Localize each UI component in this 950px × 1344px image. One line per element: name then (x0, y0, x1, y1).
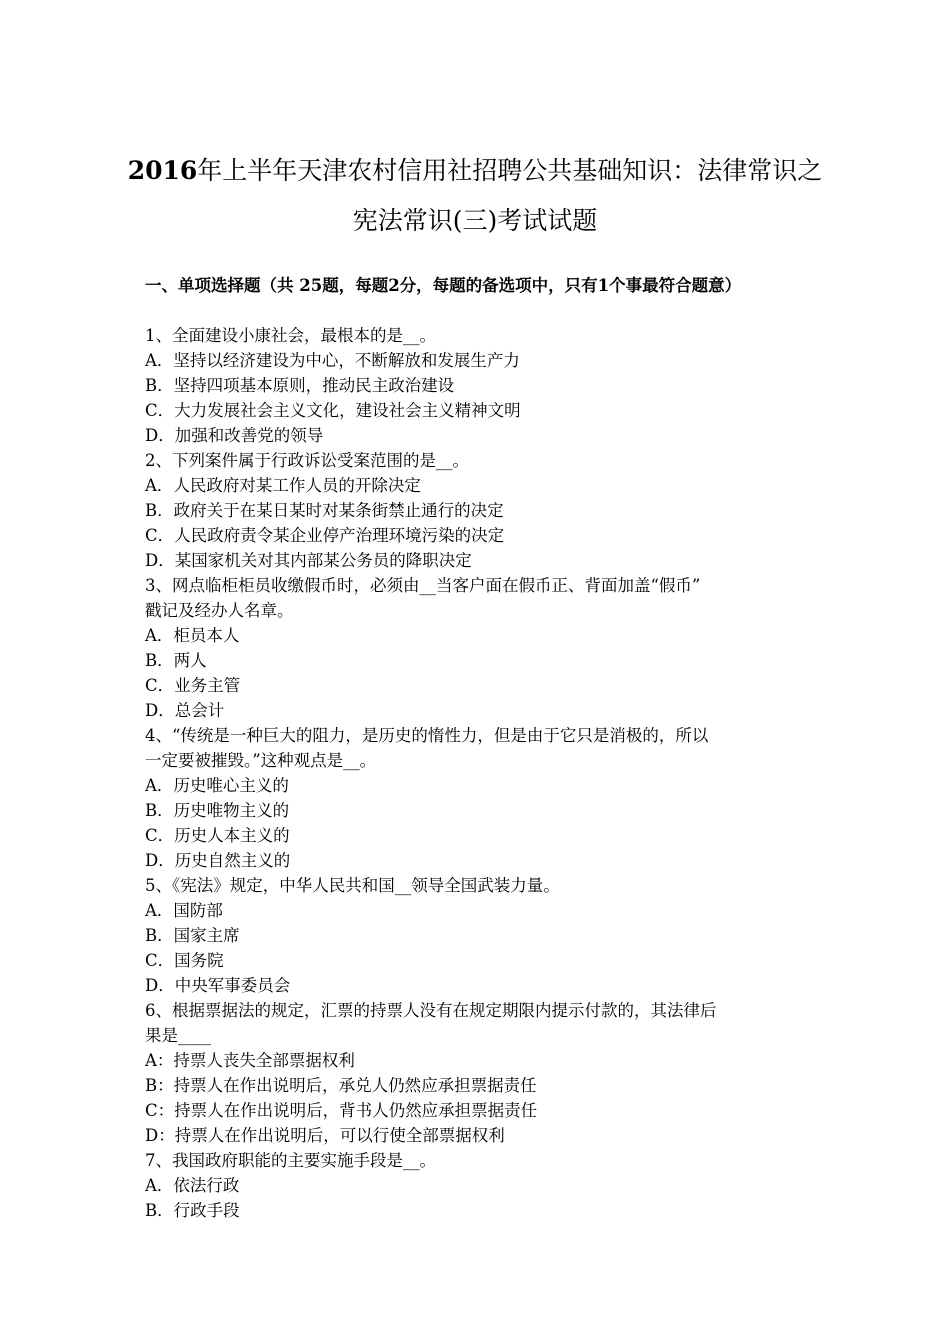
answer-option: B．行政手段 (145, 1201, 240, 1220)
question-text-continued: 戳记及经办人名章。 (145, 601, 294, 620)
answer-option: A．国防部 (145, 901, 223, 920)
question-text: 7、我国政府职能的主要实施手段是__。 (145, 1151, 436, 1170)
question-list (145, 323, 815, 1223)
answer-option: C．大力发展社会主义文化，建设社会主义精神文明 (145, 401, 521, 420)
answer-option: D：持票人在作出说明后，可以行使全部票据权利 (145, 1126, 505, 1145)
answer-option: A．人民政府对某工作人员的开除决定 (145, 476, 421, 495)
answer-option: D．中央军事委员会 (145, 976, 291, 995)
answer-option: C．人民政府责令某企业停产治理环境污染的决定 (145, 526, 505, 545)
question-text: 2、下列案件属于行政诉讼受案范围的是__。 (145, 451, 469, 470)
question-text-continued: 一定要被摧毁。”这种观点是__。 (145, 751, 377, 770)
answer-option: C．业务主管 (145, 676, 241, 695)
document-title (120, 146, 830, 246)
title-text: 年上半年天津农村信用社招聘公共基础知识：法律常识之宪法常识(三)考试试题 (197, 156, 823, 235)
question-text: 6、根据票据法的规定，汇票的持票人没有在规定期限内提示付款的，其法律后 (145, 1001, 717, 1020)
answer-option: B．政府关于在某日某时对某条街禁止通行的决定 (145, 501, 504, 520)
question-text: 1、全面建设小康社会，最根本的是__。 (145, 326, 436, 345)
answer-option: D．某国家机关对其内部某公务员的降职决定 (145, 551, 472, 570)
answer-option: A．坚持以经济建设为中心，不断解放和发展生产力 (145, 351, 520, 370)
answer-option: C：持票人在作出说明后，背书人仍然应承担票据责任 (145, 1101, 538, 1120)
section-heading: 一、单项选择题（共 25题，每题2分，每题的备选项中，只有1个事最符合题意） (145, 276, 742, 295)
answer-option: D．历史自然主义的 (145, 851, 291, 870)
answer-option: B：持票人在作出说明后，承兑人仍然应承担票据责任 (145, 1076, 537, 1095)
question-text: 3、网点临柜柜员收缴假币时，必须由__当客户面在假币正、背面加盖“假币” (145, 576, 701, 595)
answer-option: D．总会计 (145, 701, 225, 720)
answer-option: C．历史人本主义的 (145, 826, 290, 845)
answer-option: A．历史唯心主义的 (145, 776, 289, 795)
answer-option: A：持票人丧失全部票据权利 (145, 1051, 355, 1070)
answer-option: D．加强和改善党的领导 (145, 426, 324, 445)
answer-option: B．历史唯物主义的 (145, 801, 290, 820)
question-text: 4、“传统是一种巨大的阻力，是历史的惰性力，但是由于它只是消极的，所以 (145, 726, 709, 745)
answer-option: A．依法行政 (145, 1176, 240, 1195)
answer-option: B．两人 (145, 651, 207, 670)
question-text-continued: 果是____ (145, 1026, 211, 1045)
answer-option: C．国务院 (145, 951, 224, 970)
title-year: 2016 (127, 156, 198, 185)
answer-option: B．国家主席 (145, 926, 240, 945)
question-text: 5、《宪法》规定，中华人民共和国__领导全国武装力量。 (145, 876, 560, 895)
answer-option: B．坚持四项基本原则，推动民主政治建设 (145, 376, 455, 395)
answer-option: A．柜员本人 (145, 626, 240, 645)
